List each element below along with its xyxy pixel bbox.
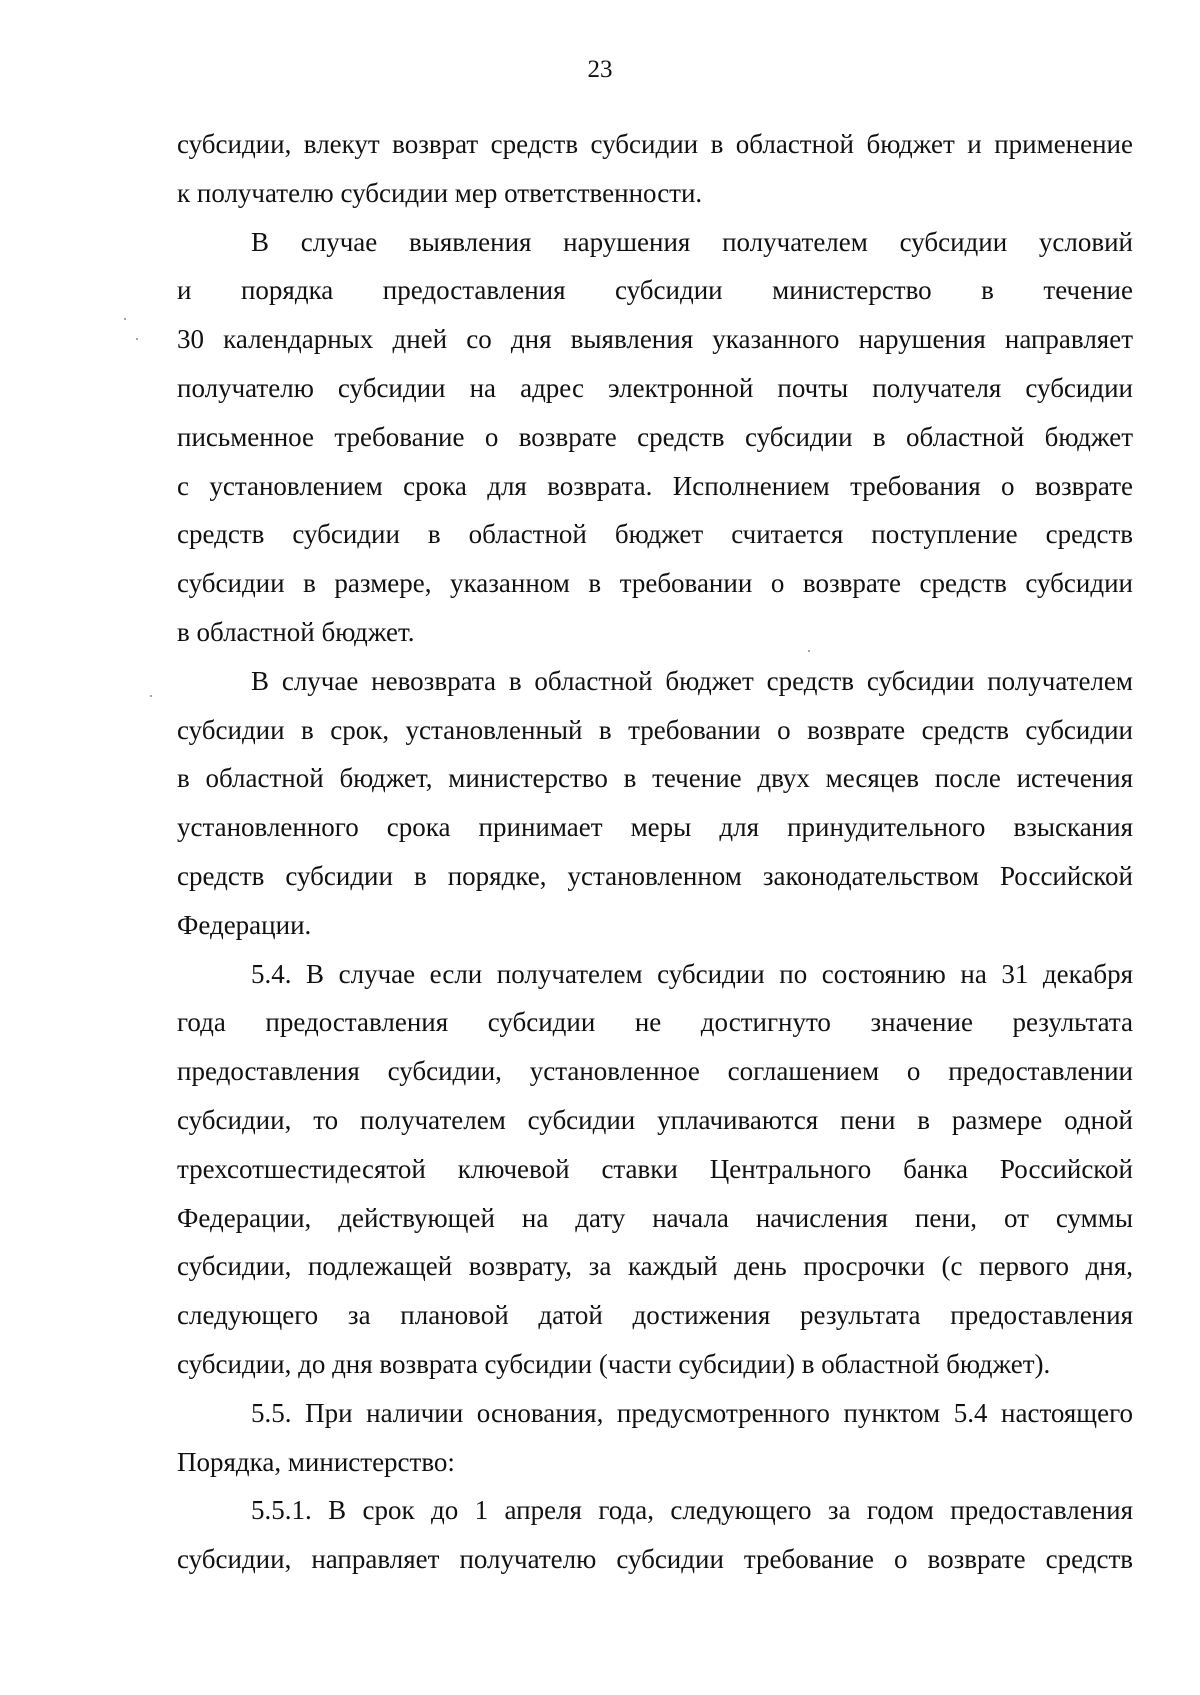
paragraph-1 — [177, 120, 1133, 218]
text-line: средств субсидии в областной бюджет считается поступление средств — [177, 519, 1133, 550]
text-line: субсидии, направляет получателю субсидии требование о возврате средств — [177, 1544, 1133, 1575]
text-line: и порядка предоставления субсидии министерство в течение — [177, 275, 1133, 306]
text-line: субсидии в размере, указанном в требовании о возврате средств субсидии — [177, 568, 1133, 599]
text-line: года предоставления субсидии не достигнуто значение результата — [177, 1007, 1133, 1038]
text-line: получателю субсидии на адрес электронной почты получателя субсидии — [177, 372, 1133, 403]
scan-speck — [808, 650, 810, 652]
text-line: 5.4. В случае если получателем субсидии по состоянию на 31 декабря — [251, 958, 1133, 989]
text-line: Федерации. — [177, 909, 312, 940]
text-line: субсидии, то получателем субсидии уплачиваются пени в размере одной — [177, 1104, 1133, 1135]
text-line: В случае выявления нарушения получателем субсидии условий — [251, 226, 1133, 257]
text-line: в областной бюджет, министерство в течение двух месяцев после истечения — [177, 763, 1133, 794]
text-line: субсидии, подлежащей возврату, за каждый день просрочки (с первого дня, — [177, 1251, 1133, 1282]
text-line: к получателю субсидии мер ответственности. — [177, 177, 703, 208]
paragraph-3 — [177, 657, 1133, 950]
text-line: субсидии в срок, установленный в требовании о возврате средств субсидии — [177, 714, 1133, 745]
text-line: В случае невозврата в областной бюджет средств субсидии получателем — [251, 665, 1133, 696]
text-line: письменное требование о возврате средств субсидии в областной бюджет — [177, 421, 1133, 452]
text-line: 5.5.1. В срок до 1 апреля года, следующего за годом предоставления — [251, 1495, 1133, 1526]
text-line: следующего за плановой датой достижения результата предоставления — [177, 1300, 1133, 1331]
text-line: установленного срока принимает меры для принудительного взыскания — [177, 812, 1133, 843]
document-body — [177, 120, 1133, 1584]
page-number: 23 — [587, 56, 613, 83]
text-line: 30 календарных дней со дня выявления указанного нарушения направляет — [177, 324, 1133, 355]
paragraph-2 — [177, 218, 1133, 657]
text-line: субсидии, до дня возврата субсидии (части субсидии) в областной бюджет). — [177, 1348, 1051, 1379]
text-line: трехсотшестидесятой ключевой ставки Центрального банка Российской — [177, 1153, 1133, 1184]
paragraph-5-5 — [177, 1389, 1133, 1487]
text-line: субсидии, влекут возврат средств субсидии в областной бюджет и применение — [177, 129, 1133, 159]
scan-speck — [124, 318, 126, 320]
text-line: предоставления субсидии, установленное соглашением о предоставлении — [177, 1056, 1133, 1087]
paragraph-5-5-1 — [177, 1486, 1133, 1584]
scan-speck — [136, 338, 138, 340]
text-line: с установлением срока для возврата. Исполнением требования о возврате — [177, 470, 1133, 501]
text-line: Федерации, действующей на дату начала начисления пени, от суммы — [177, 1202, 1133, 1233]
text-line: в областной бюджет. — [177, 616, 415, 647]
paragraph-5-4 — [177, 950, 1133, 1389]
text-line: 5.5. При наличии основания, предусмотренного пунктом 5.4 настоящего — [251, 1397, 1133, 1428]
text-line: средств субсидии в порядке, установленном законодательством Российской — [177, 860, 1133, 891]
scan-speck — [150, 695, 152, 697]
text-line: Порядка, министерство: — [177, 1446, 455, 1477]
